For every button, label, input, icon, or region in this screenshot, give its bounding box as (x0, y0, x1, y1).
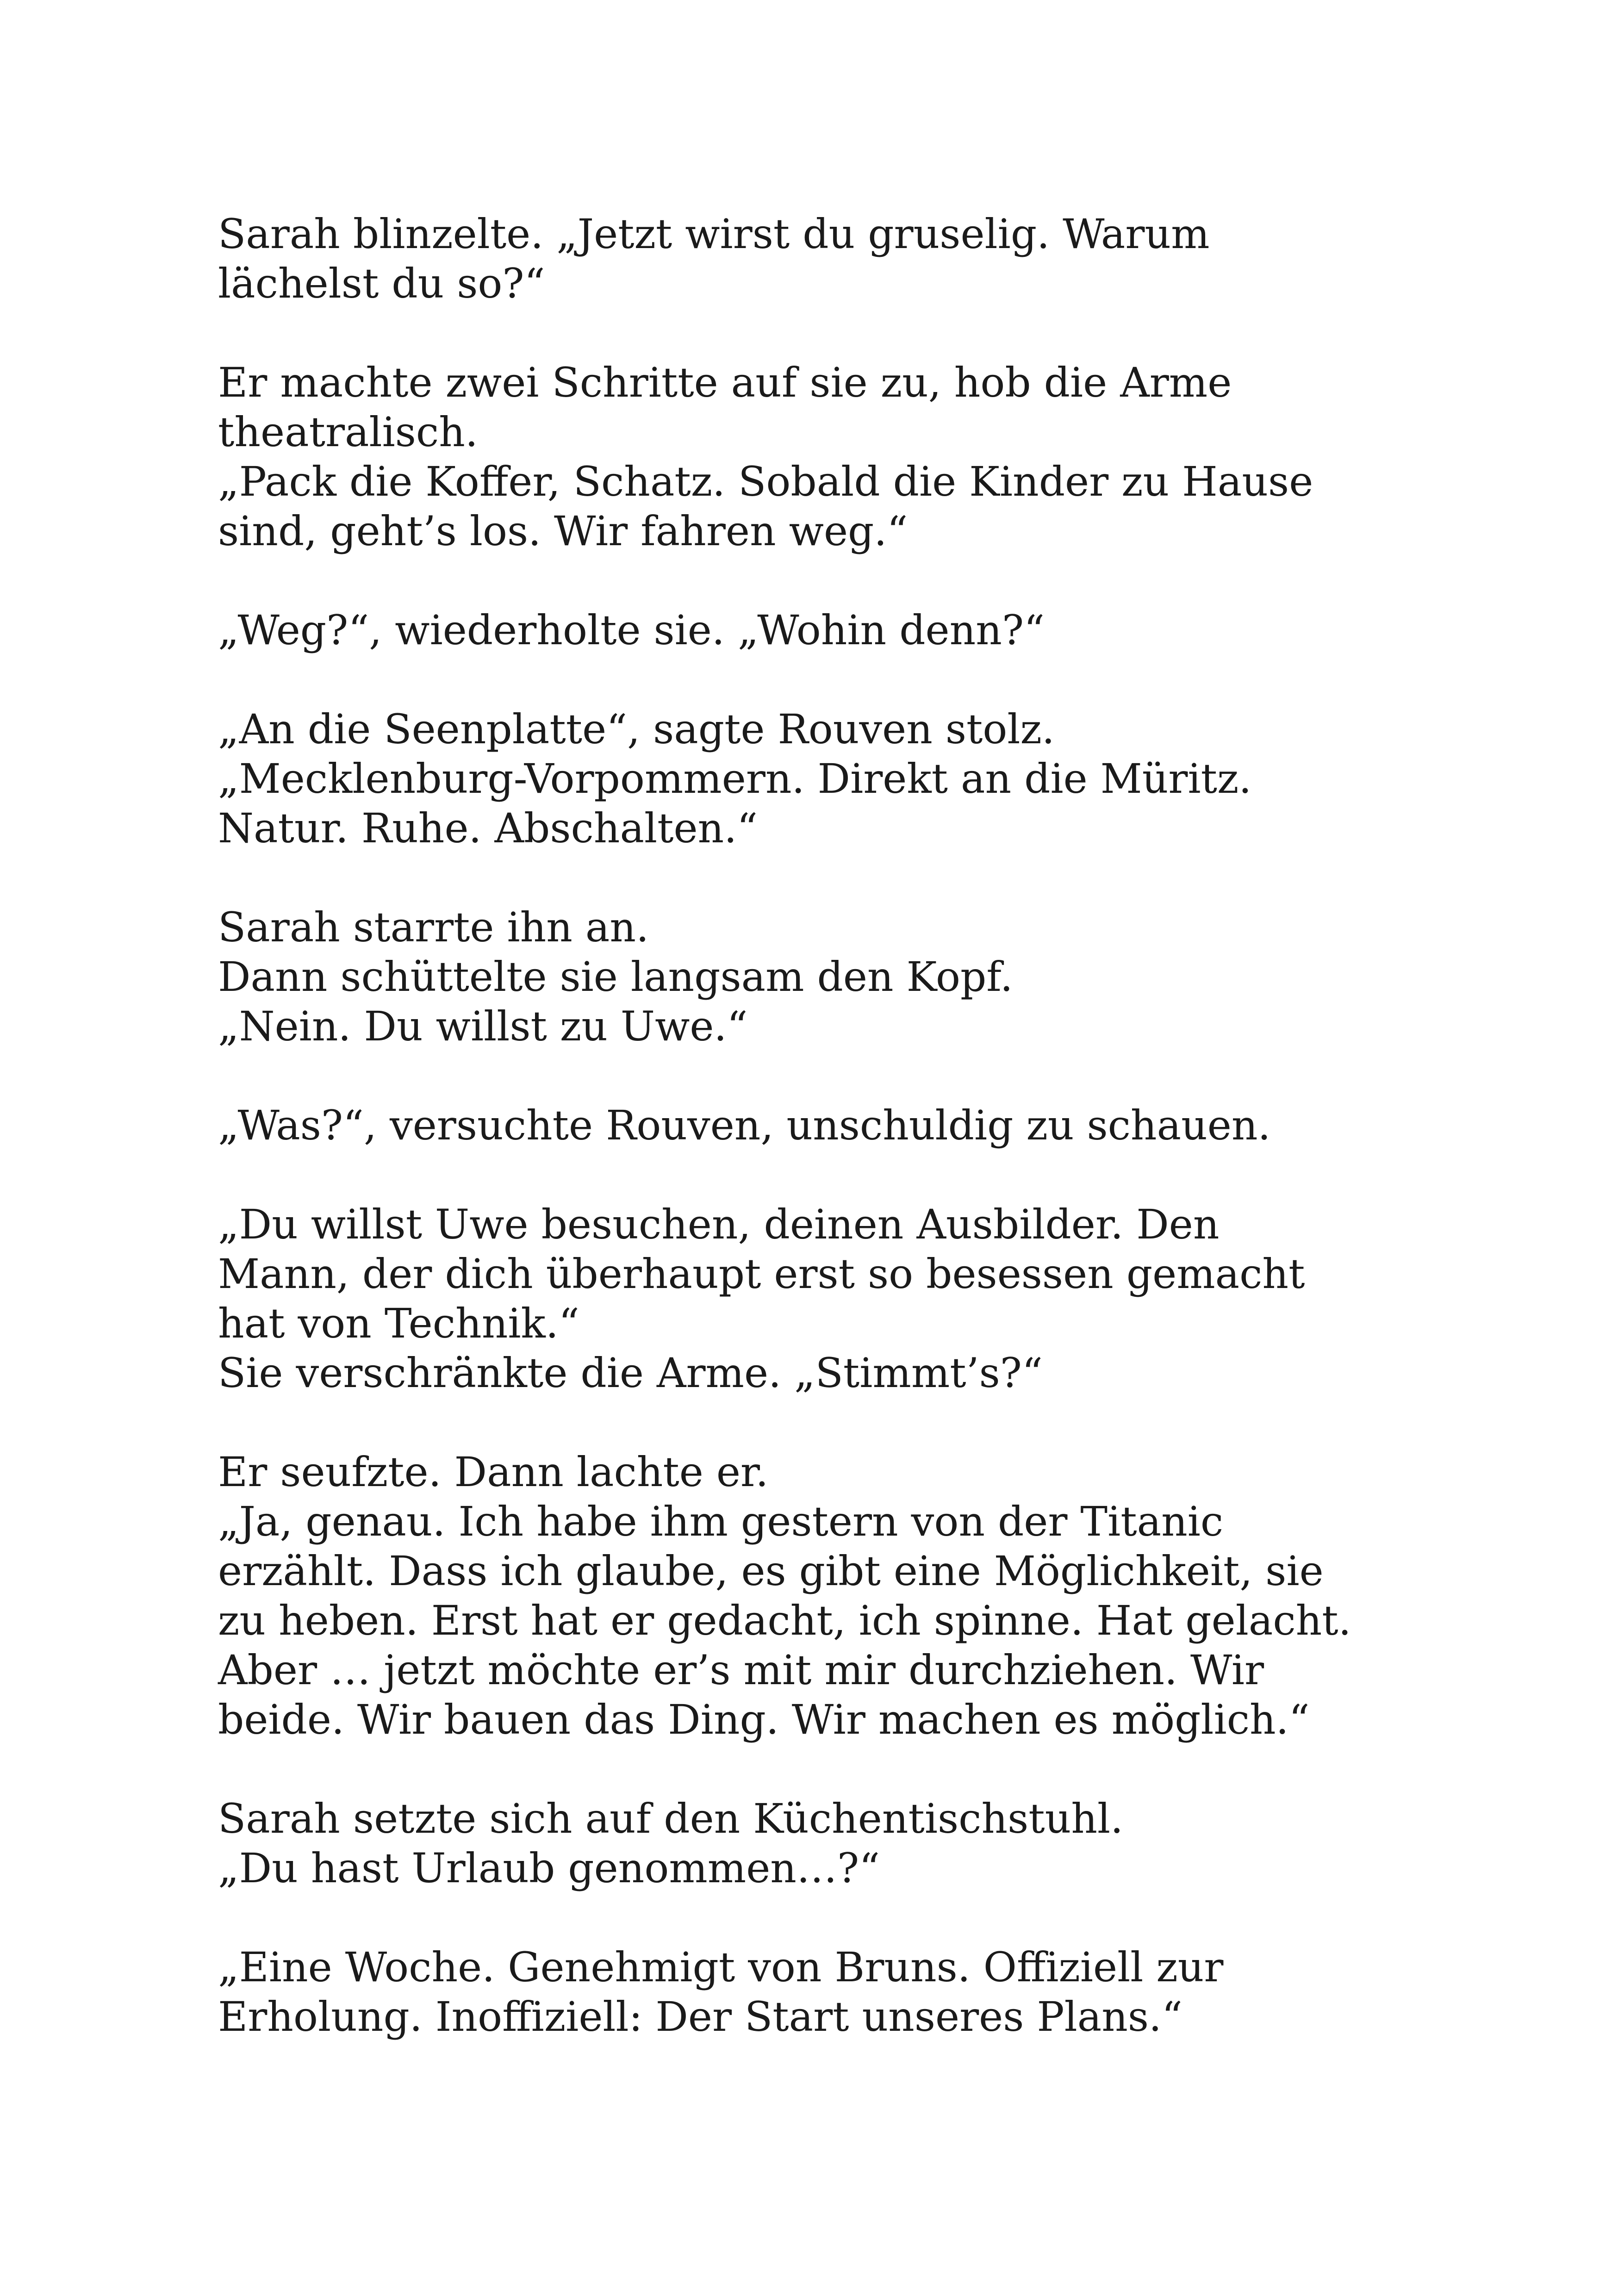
text-line: „Pack die Koffer, Schatz. Sobald die Kinder zu Hause (218, 458, 1313, 505)
text-line: zu heben. Erst hat er gedacht, ich spinne. Hat gelacht. (218, 1597, 1351, 1644)
paragraph (218, 605, 1444, 655)
text-line: Sarah setzte sich auf den Küchentischstuhl. (218, 1795, 1124, 1842)
text-line: „Was?“, versuchte Rouven, unschuldig zu schauen. (218, 1101, 1271, 1149)
text-line: erzählt. Dass ich glaube, es gibt eine Möglichkeit, sie (218, 1547, 1324, 1595)
paragraph (218, 1794, 1444, 1893)
text-line: „An die Seenplatte“, sagte Rouven stolz. (218, 705, 1055, 753)
text-line: Natur. Ruhe. Abschalten.“ (218, 804, 758, 852)
text-line: „Mecklenburg-Vorpommern. Direkt an die Müritz. (218, 755, 1252, 803)
text-line: „Ja, genau. Ich habe ihm gestern von der Titanic (218, 1498, 1224, 1545)
text-line: Mann, der dich überhaupt erst so besessen gemacht (218, 1250, 1305, 1298)
paragraph (218, 358, 1444, 556)
text-line: Aber … jetzt möchte er’s mit mir durchziehen. Wir (218, 1646, 1264, 1694)
text-line: Sarah blinzelte. „Jetzt wirst du gruselig. Warum (218, 210, 1210, 258)
text-line: „Weg?“, wiederholte sie. „Wohin denn?“ (218, 606, 1045, 654)
text-line: „Du willst Uwe besuchen, deinen Ausbilder. Den (218, 1201, 1220, 1248)
text-line: Er seufzte. Dann lachte er. (218, 1448, 769, 1496)
text-line: Er machte zwei Schritte auf sie zu, hob die Arme (218, 359, 1232, 406)
text-line: „Eine Woche. Genehmigt von Bruns. Offiziell zur (218, 1943, 1224, 1991)
text-line: Sie verschränkte die Arme. „Stimmt’s?“ (218, 1349, 1043, 1397)
text-line: theatralisch. (218, 408, 478, 456)
text-line: „Du hast Urlaub genommen…?“ (218, 1844, 880, 1892)
text-line: hat von Technik.“ (218, 1300, 579, 1347)
text-line: beide. Wir bauen das Ding. Wir machen es möglich.“ (218, 1696, 1310, 1743)
text-line: Dann schüttelte sie langsam den Kopf. (218, 953, 1013, 1001)
text-line: Erholung. Inoffiziell: Der Start unseres Plans.“ (218, 1993, 1182, 2041)
paragraph (218, 1101, 1444, 1150)
paragraph (218, 704, 1444, 853)
text-line: lächelst du so?“ (218, 260, 545, 307)
paragraph (218, 209, 1444, 308)
text-body (218, 209, 1444, 2091)
paragraph (218, 1447, 1444, 1744)
paragraph (218, 1942, 1444, 2041)
text-line: „Nein. Du willst zu Uwe.“ (218, 1002, 748, 1050)
text-line: Sarah starrte ihn an. (218, 903, 649, 951)
paragraph (218, 1200, 1444, 1398)
paragraph (218, 902, 1444, 1051)
text-line: sind, geht’s los. Wir fahren weg.“ (218, 507, 908, 555)
